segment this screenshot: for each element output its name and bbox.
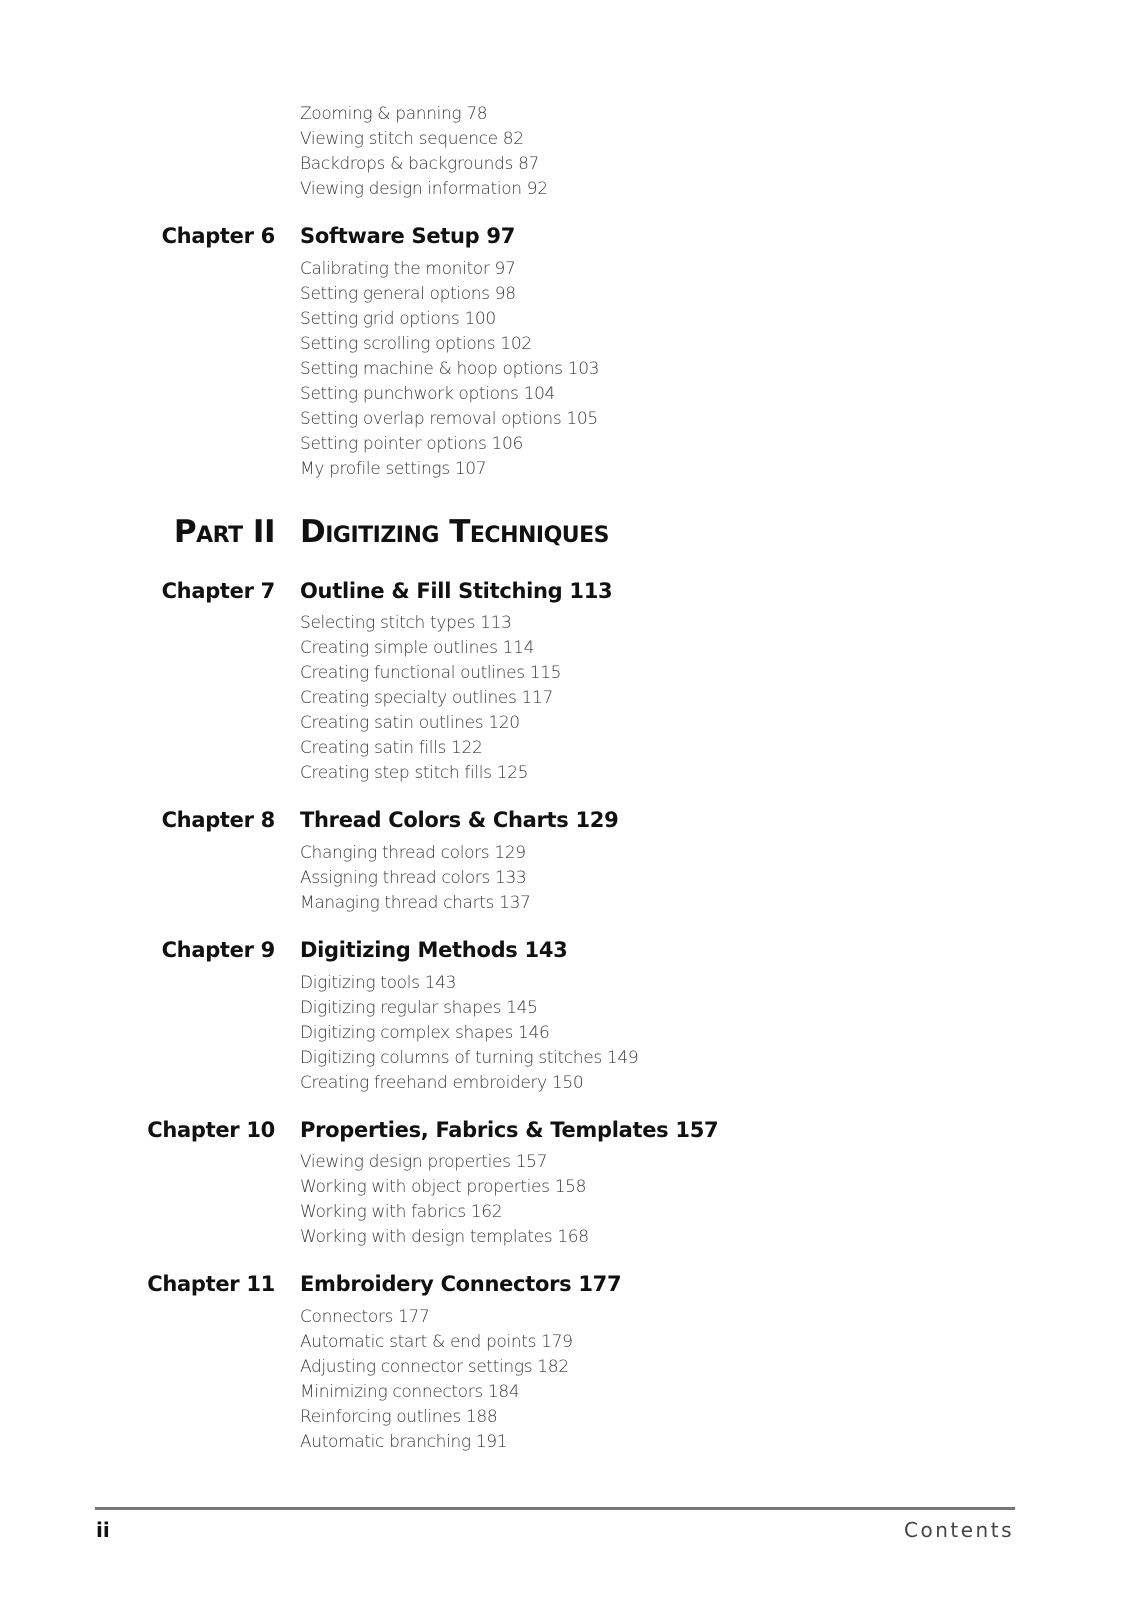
toc-entry[interactable]: Selecting stitch types 113	[300, 613, 512, 633]
page-number: ii	[96, 1518, 110, 1542]
toc-entry[interactable]: Automatic start & end points 179	[300, 1332, 573, 1352]
toc-entry[interactable]: Viewing design information 92	[300, 179, 548, 199]
toc-entry[interactable]: My profile settings 107	[300, 459, 487, 479]
chapter-7-label: Chapter 7	[161, 579, 275, 603]
toc-entry[interactable]: Creating satin fills 122	[300, 738, 483, 758]
toc-entry[interactable]: Creating step stitch fills 125	[300, 763, 529, 783]
toc-entry[interactable]: Assigning thread colors 133	[300, 868, 527, 888]
toc-entry[interactable]: Setting pointer options 106	[300, 434, 523, 454]
chapter-10-title[interactable]: Properties, Fabrics & Templates 157	[300, 1118, 719, 1142]
chapter-6-label: Chapter 6	[161, 224, 275, 248]
chapter-9-label: Chapter 9	[161, 938, 275, 962]
toc-entry[interactable]: Reinforcing outlines 188	[300, 1407, 498, 1427]
toc-entry[interactable]: Connectors 177	[300, 1307, 430, 1327]
chapter-10-label: Chapter 10	[147, 1118, 275, 1142]
footer-section-title: Contents	[904, 1518, 1014, 1542]
toc-entry[interactable]: Working with fabrics 162	[300, 1202, 503, 1222]
toc-entry[interactable]: Setting scrolling options 102	[300, 334, 532, 354]
toc-entry[interactable]: Backdrops & backgrounds 87	[300, 154, 540, 174]
toc-entry[interactable]: Calibrating the monitor 97	[300, 259, 516, 279]
chapter-8-label: Chapter 8	[161, 808, 275, 832]
toc-entry[interactable]: Creating functional outlines 115	[300, 663, 562, 683]
toc-entry[interactable]: Creating specialty outlines 117	[300, 688, 553, 708]
toc-entry[interactable]: Managing thread charts 137	[300, 893, 531, 913]
toc-entry[interactable]: Creating simple outlines 114	[300, 638, 535, 658]
chapter-11-label: Chapter 11	[147, 1272, 275, 1296]
toc-entry[interactable]: Creating freehand embroidery 150	[300, 1073, 584, 1093]
chapter-9-title[interactable]: Digitizing Methods 143	[300, 938, 568, 962]
chapter-11-title[interactable]: Embroidery Connectors 177	[300, 1272, 622, 1296]
toc-entry[interactable]: Creating satin outlines 120	[300, 713, 520, 733]
toc-entry[interactable]: Setting grid options 100	[300, 309, 496, 329]
toc-entry[interactable]: Automatic branching 191	[300, 1432, 508, 1452]
toc-entry[interactable]: Digitizing columns of turning stitches 149	[300, 1048, 639, 1068]
toc-entry[interactable]: Adjusting connector settings 182	[300, 1357, 569, 1377]
toc-entry[interactable]: Changing thread colors 129	[300, 843, 526, 863]
toc-entry[interactable]: Setting machine & hoop options 103	[300, 359, 600, 379]
toc-entry[interactable]: Setting punchwork options 104	[300, 384, 556, 404]
toc-entry[interactable]: Working with design templates 168	[300, 1227, 589, 1247]
part-2-label: Part II	[173, 514, 275, 550]
toc-entry[interactable]: Digitizing tools 143	[300, 973, 457, 993]
footer-divider	[95, 1507, 1015, 1510]
toc-entry[interactable]: Zooming & panning 78	[300, 104, 488, 124]
toc-entry[interactable]: Digitizing complex shapes 146	[300, 1023, 550, 1043]
part-2-title[interactable]: Digitizing Techniques	[300, 514, 610, 550]
toc-entry[interactable]: Minimizing connectors 184	[300, 1382, 520, 1402]
toc-entry[interactable]: Setting general options 98	[300, 284, 516, 304]
toc-entry[interactable]: Setting overlap removal options 105	[300, 409, 598, 429]
toc-entry[interactable]: Viewing stitch sequence 82	[300, 129, 524, 149]
chapter-6-title[interactable]: Software Setup 97	[300, 224, 516, 248]
toc-entry[interactable]: Working with object properties 158	[300, 1177, 587, 1197]
toc-entry[interactable]: Viewing design properties 157	[300, 1152, 548, 1172]
toc-entry[interactable]: Digitizing regular shapes 145	[300, 998, 538, 1018]
chapter-7-title[interactable]: Outline & Fill Stitching 113	[300, 579, 613, 603]
chapter-8-title[interactable]: Thread Colors & Charts 129	[300, 808, 619, 832]
